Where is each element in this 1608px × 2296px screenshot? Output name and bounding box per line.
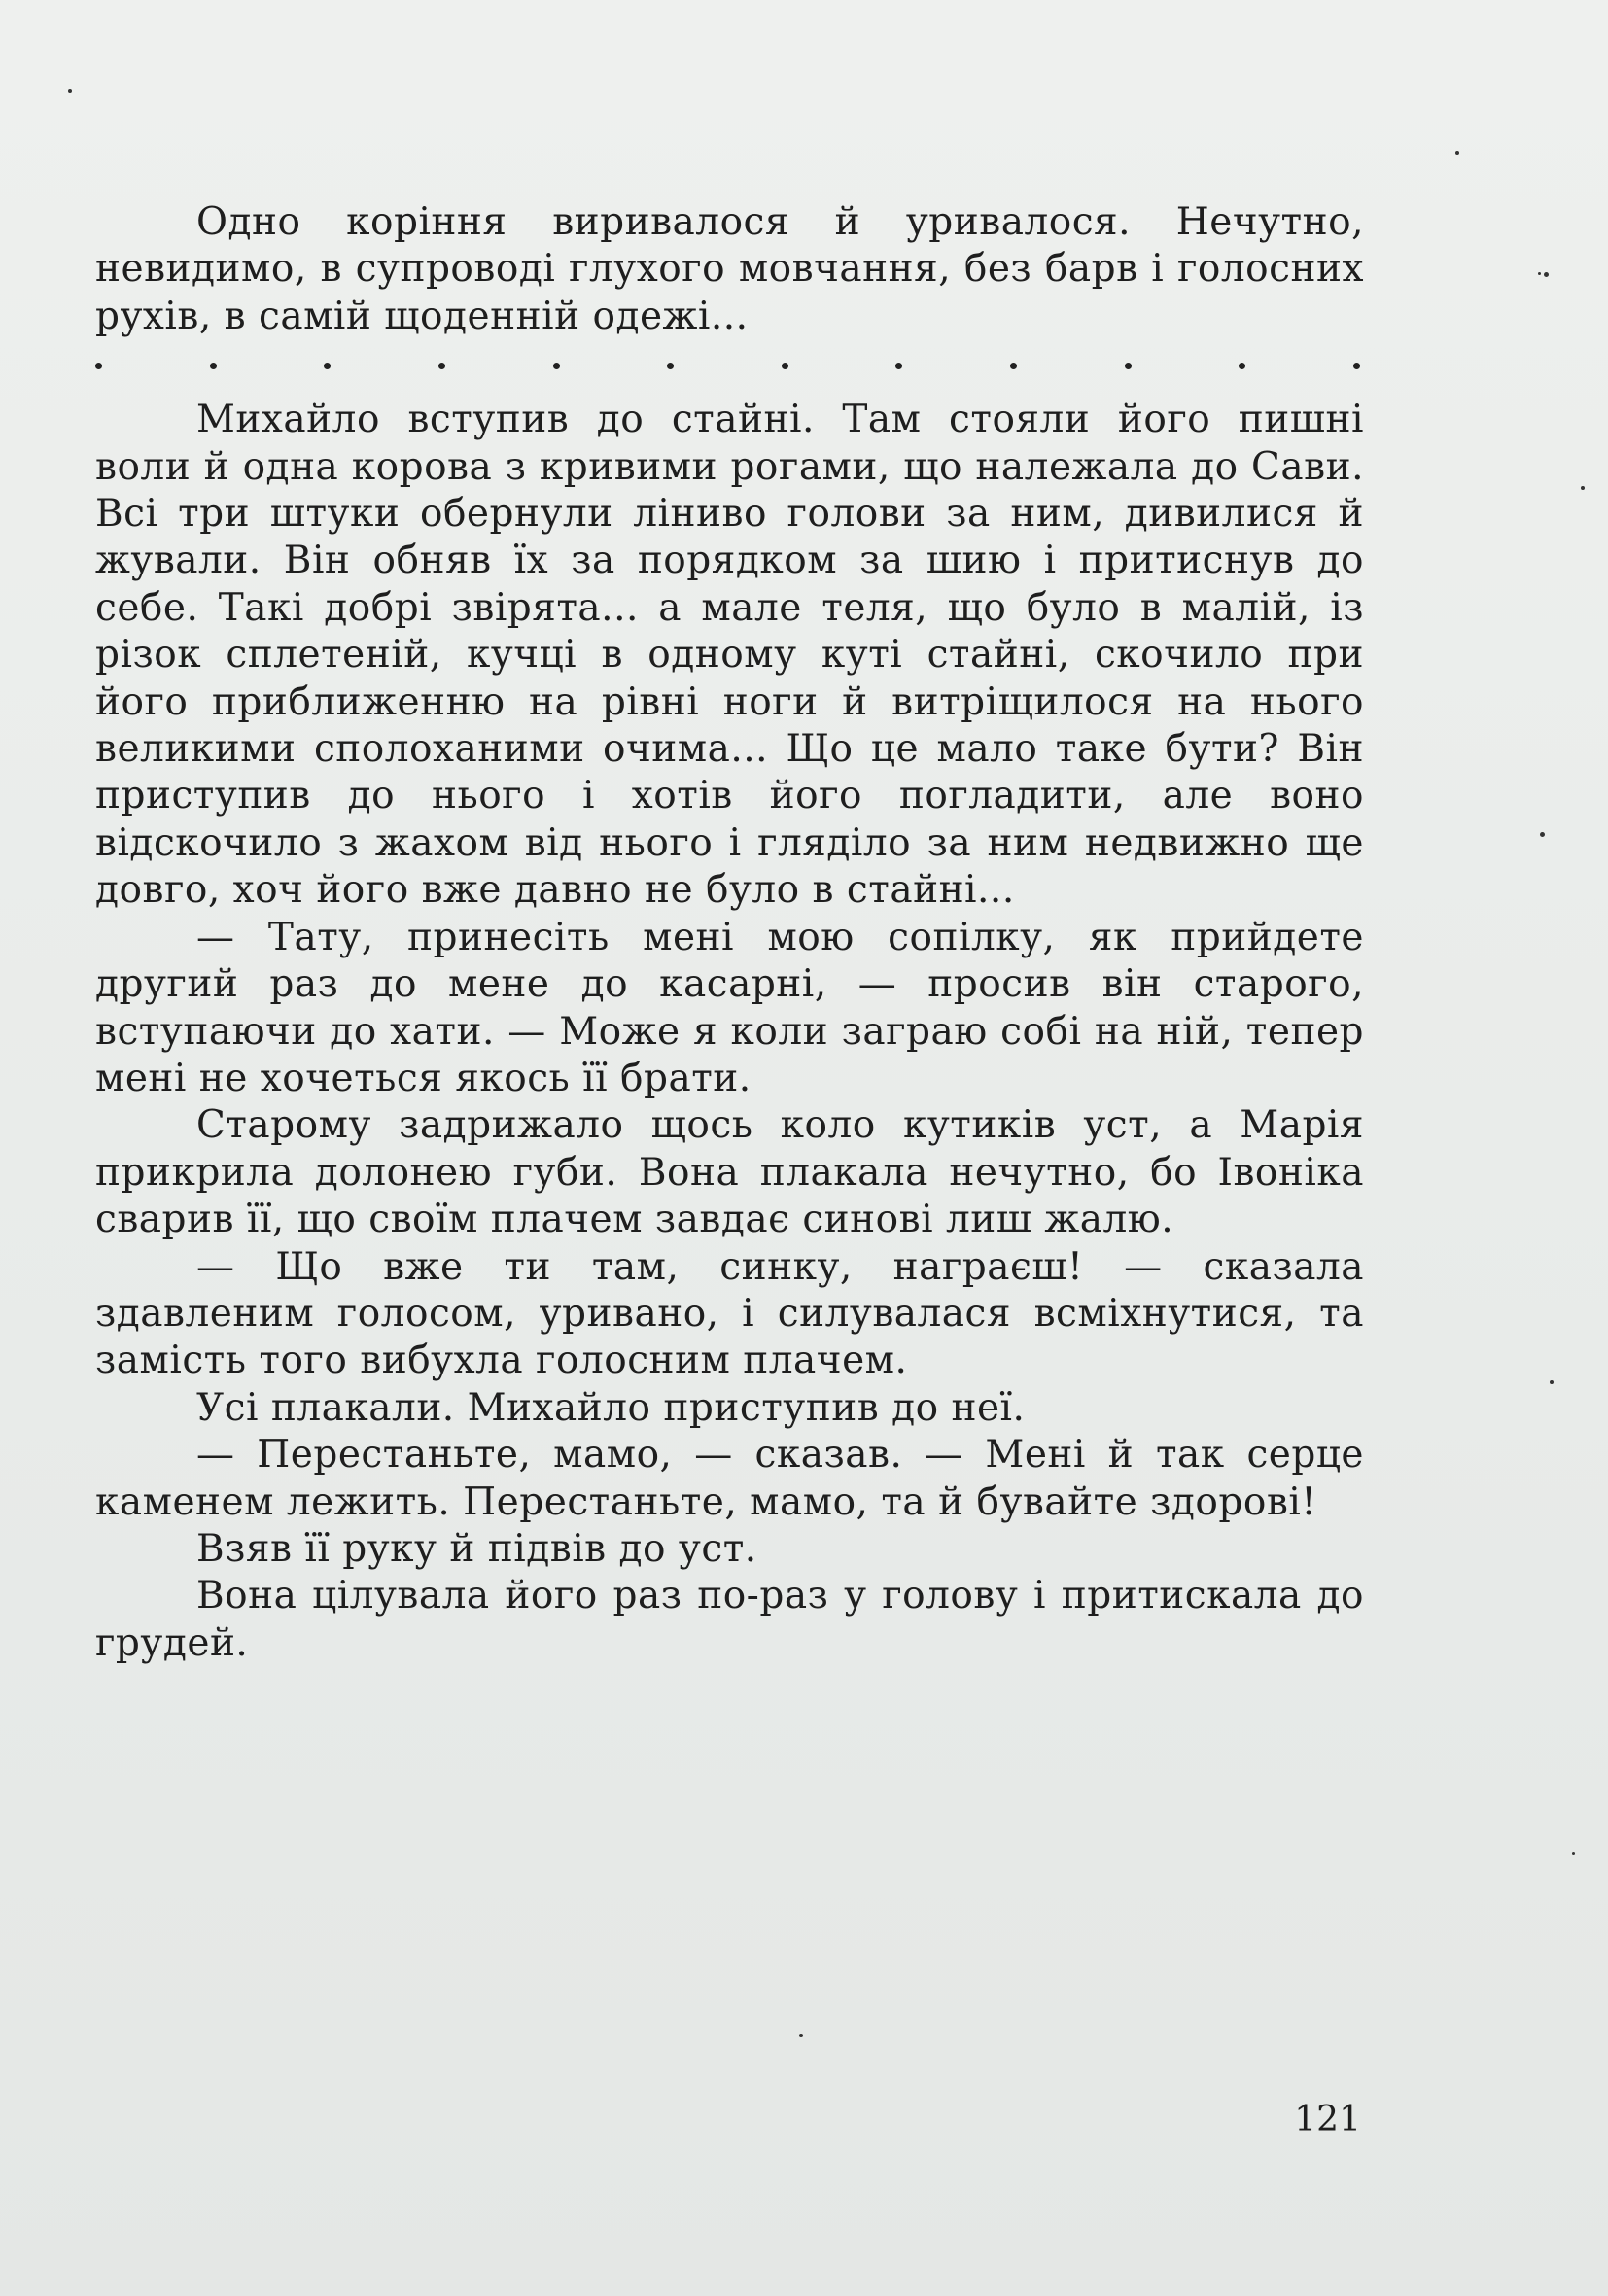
scan-speck bbox=[1581, 486, 1585, 490]
scan-speck bbox=[1455, 151, 1459, 155]
scan-speck bbox=[1550, 1380, 1554, 1384]
separator-dot bbox=[324, 363, 331, 369]
separator-dot bbox=[1125, 363, 1132, 369]
scan-speck bbox=[68, 89, 72, 93]
separator-dot bbox=[1239, 363, 1245, 369]
paragraph-7: — Перестаньте, мамо, — сказав. — Мені й так серце каменем лежить. Перестаньте, мамо, та й бувайте здорові! bbox=[95, 1433, 1364, 1524]
separator-dot bbox=[210, 363, 217, 369]
page-number: 121 bbox=[1294, 2100, 1361, 2139]
scan-speck bbox=[1538, 272, 1541, 275]
paragraph-2: Михайло вступив до стайні. Там стояли його пишні воли й одна корова з кривими рогами, що належала до Сави. Всі три штуки обернули ліниво голови за ним, дивилися й жували. Він обняв їх за порядком за шию і притиснув до себе. Такі добрі звірята... а мале теля, що було в малій, із різок сплетеній, кучці в одному куті стайні, скочило при його приближенню на рівні ноги й витріщилося на нього великими сполоханими очима... Що це мало таке бути? Він приступив до нього і хотів його погладити, але воно відскочило з жахом від нього і гляділо за ним недвижно ще довго, хоч його вже давно не було в стайні... bbox=[95, 398, 1364, 913]
paragraph-9: Вона цілувала його раз по-раз у голову і притискала до грудей. bbox=[95, 1574, 1364, 1665]
paragraph-3: — Тату, принесіть мені мою сопілку, як прийдете другий раз до мене до касарні, — просив він старого, вступаючи до хати. — Може я коли заграю собі на ній, тепер мені не хочеться якось її брати. bbox=[95, 915, 1364, 1100]
paragraph-1: Одно коріння виривалося й уривалося. Нечутно, невидимо, в супроводі глухого мовчання, без барв і голосних рухів, в самій щоденній одежі... bbox=[95, 200, 1364, 338]
scan-speck bbox=[1544, 272, 1549, 277]
paragraph-4: Старому задрижало щось коло кутиків уст, а Марія прикрила долонею губи. Вона плакала нечутно, бо Івоніка сварив її, що своїм плачем завдає синові лиш жалю. bbox=[95, 1103, 1364, 1242]
separator-dot bbox=[782, 363, 788, 369]
separator-dot bbox=[667, 363, 674, 369]
paragraph-5: — Що вже ти там, синку, награєш! — сказала здавленим голосом, уривано, і силувалася всміхнутися, та замість того вибухла голосним плачем. bbox=[95, 1244, 1364, 1383]
scan-speck bbox=[1572, 1852, 1575, 1855]
separator-dot bbox=[438, 363, 445, 369]
section-separator-dots bbox=[95, 354, 1364, 377]
separator-dot bbox=[95, 363, 102, 369]
paragraph-8: Взяв її руку й підвів до уст. bbox=[196, 1526, 757, 1571]
scan-speck bbox=[799, 2034, 803, 2037]
body-text bbox=[95, 199, 1364, 1667]
paragraph-6: Усі плакали. Михайло приступив до неї. bbox=[196, 1385, 1026, 1430]
scan-speck bbox=[1540, 832, 1545, 837]
separator-dot bbox=[895, 363, 902, 369]
separator-dot bbox=[1010, 363, 1017, 369]
separator-dot bbox=[1353, 363, 1360, 369]
separator-dot bbox=[553, 363, 560, 369]
